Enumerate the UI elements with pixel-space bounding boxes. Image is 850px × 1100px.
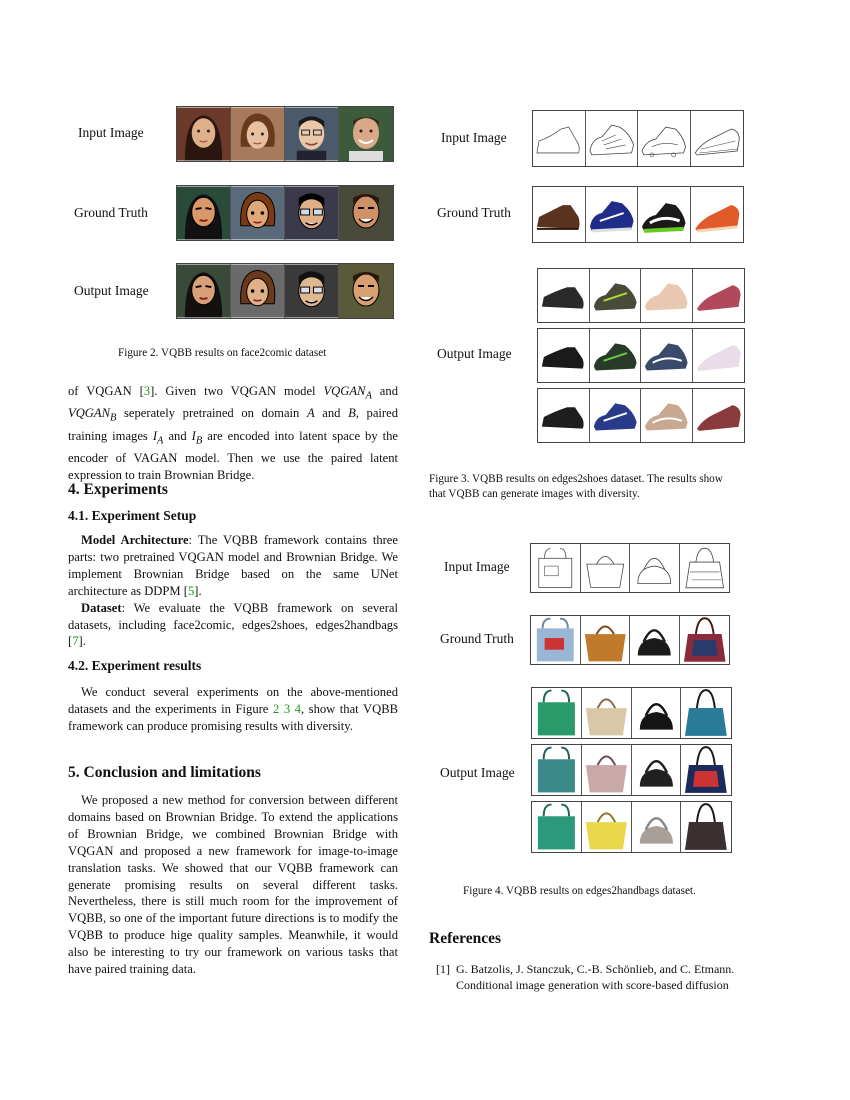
shoe-out-3-1 bbox=[538, 389, 590, 442]
fig2-output-strip bbox=[176, 263, 394, 319]
shoe-out-1-1 bbox=[538, 269, 590, 322]
fig4-output-strip-1 bbox=[531, 687, 732, 739]
ref-1-number: [1] bbox=[436, 962, 450, 976]
bag-truth-3 bbox=[630, 616, 680, 664]
fig2-caption: Figure 2. VQBB results on face2comic dataset bbox=[118, 347, 327, 359]
bag-out-2-2 bbox=[582, 745, 632, 795]
shoe-truth-1 bbox=[533, 187, 586, 242]
shoe-out-3-3 bbox=[641, 389, 693, 442]
bag-truth-2 bbox=[581, 616, 631, 664]
dataset-paragraph: Dataset: We evaluate the VQBB framework on several datasets, including face2comic, edges2shoes, edges2handbags [7]. bbox=[68, 600, 398, 649]
bag-edge-1 bbox=[531, 544, 581, 592]
fig4-label-input: Input Image bbox=[444, 559, 510, 574]
shoe-out-1-2 bbox=[590, 269, 642, 322]
shoe-edge-1 bbox=[533, 111, 586, 166]
bag-truth-4 bbox=[680, 616, 730, 664]
bag-truth-1 bbox=[531, 616, 581, 664]
fig3-input-strip bbox=[532, 110, 744, 167]
shoe-truth-4 bbox=[691, 187, 744, 242]
bag-out-2-4 bbox=[681, 745, 731, 795]
face-output-1 bbox=[177, 264, 231, 318]
fig3-caption-line-1: Figure 3. VQBB results on edges2shoes dataset. The results show bbox=[429, 473, 723, 485]
fig4-label-output: Output Image bbox=[440, 765, 515, 780]
subsection-4-1-heading: 4.1. Experiment Setup bbox=[68, 508, 197, 523]
bag-out-3-3 bbox=[632, 802, 682, 852]
bag-out-2-3 bbox=[632, 745, 682, 795]
bag-out-1-4 bbox=[681, 688, 731, 738]
shoe-out-1-4 bbox=[693, 269, 745, 322]
fig2-truth-strip bbox=[176, 185, 394, 241]
bag-out-1-3 bbox=[632, 688, 682, 738]
bag-out-3-2 bbox=[582, 802, 632, 852]
fig2-label-truth: Ground Truth bbox=[74, 205, 148, 220]
face-output-4 bbox=[339, 264, 393, 318]
section-5-heading: 5. Conclusion and limitations bbox=[68, 764, 261, 781]
cite-7[interactable]: 7 bbox=[72, 634, 79, 649]
bag-out-3-4 bbox=[681, 802, 731, 852]
fig3-output-strip-3 bbox=[537, 388, 745, 443]
fig3-label-input: Input Image bbox=[441, 130, 507, 145]
shoe-out-2-2 bbox=[590, 329, 642, 382]
shoe-edge-3 bbox=[638, 111, 691, 166]
bag-edge-2 bbox=[581, 544, 631, 592]
model-architecture-paragraph: Model Architecture: The VQBB framework contains three parts: two pretrained VQGAN model and Brownian Bridge. We implement Brownian Bridge based on the same UNet architecture as DDPM [5]. bbox=[68, 533, 398, 598]
conclusion-paragraph: We proposed a new method for conversion between different domains based on Brownian Bridge. To extend the applications of Brownian Bridge, we combined Brownian Bridge with VQGAN and proposed a new framework for image-to-image translation tasks. We showed that our VQBB framework can generate promising results on several different tasks. Nevertheless, there is still much room for the improvement of VQBB, so one of the important future directions is to modify the VQBB to produce hige quality samples. Meanwhile, it would also be interesting to try our framework on various tasks that have paired training data. bbox=[68, 793, 398, 977]
cite-5[interactable]: 5 bbox=[187, 583, 195, 598]
shoe-out-2-4 bbox=[693, 329, 745, 382]
bag-out-1-2 bbox=[582, 688, 632, 738]
bag-out-3-1 bbox=[532, 802, 582, 852]
setup-paragraphs bbox=[68, 532, 398, 650]
bag-out-2-1 bbox=[532, 745, 582, 795]
fig2-input-strip bbox=[176, 106, 394, 162]
fig4-truth-strip bbox=[530, 615, 730, 665]
cite-3[interactable]: 3 bbox=[143, 384, 151, 398]
references-heading: References bbox=[429, 930, 502, 947]
shoe-edge-2 bbox=[586, 111, 639, 166]
fig3-output-strip-2 bbox=[537, 328, 745, 383]
fig3-caption-line-2: that VQBB can generate images with diversity. bbox=[429, 488, 640, 500]
results-paragraph: We conduct several experiments on the above-mentioned datasets and the experiments in Figure 2 3 4, show that VQBB framework can produce promising results with diversity. bbox=[68, 685, 398, 733]
fig3-label-truth: Ground Truth bbox=[437, 205, 511, 220]
face-output-2 bbox=[231, 264, 285, 318]
shoe-out-2-3 bbox=[641, 329, 693, 382]
face-output-3 bbox=[285, 264, 339, 318]
face-comic-2 bbox=[231, 186, 285, 240]
shoe-out-1-3 bbox=[641, 269, 693, 322]
shoe-out-2-1 bbox=[538, 329, 590, 382]
section-4-heading: 4. Experiments bbox=[68, 481, 168, 498]
face-comic-3 bbox=[285, 186, 339, 240]
fig3-label-output: Output Image bbox=[437, 346, 512, 361]
bag-out-1-1 bbox=[532, 688, 582, 738]
ref-1-line-1: G. Batzolis, J. Stanczuk, C.-B. Schönlieb, and C. Etmann. bbox=[456, 962, 735, 976]
shoe-edge-4 bbox=[691, 111, 744, 166]
fig4-input-strip bbox=[530, 543, 730, 593]
intro-paragraph: of VQGAN [3]. Given two VQGAN model $VQGAN_A$ and $VQGAN_B$ seperately pretrained on domain A and B, paired training images $I_A$ and $I_B$ are encoded into latent space by the encoder of VAGAN model. Then we use the paired latent expression to train Brownian Bridge. bbox=[68, 384, 399, 483]
cite-fig-2[interactable]: 2 bbox=[272, 701, 280, 716]
bag-edge-3 bbox=[630, 544, 680, 592]
cite-fig-4[interactable]: 4 bbox=[294, 701, 301, 716]
ref-1-line-2: Conditional image generation with score-based diffusion bbox=[456, 978, 729, 992]
shoe-out-3-4 bbox=[693, 389, 745, 442]
fig2-label-input: Input Image bbox=[78, 125, 144, 140]
fig3-output-strip-1 bbox=[537, 268, 745, 323]
fig4-output-strip-2 bbox=[531, 744, 732, 796]
face-photo-3 bbox=[285, 107, 339, 161]
cite-fig-3[interactable]: 3 bbox=[283, 701, 291, 716]
face-comic-1 bbox=[177, 186, 231, 240]
subsection-4-2-heading: 4.2. Experiment results bbox=[68, 658, 202, 673]
face-photo-4 bbox=[339, 107, 393, 161]
fig4-caption: Figure 4. VQBB results on edges2handbags dataset. bbox=[463, 885, 696, 897]
shoe-out-3-2 bbox=[590, 389, 642, 442]
fig4-output-strip-3 bbox=[531, 801, 732, 853]
face-comic-4 bbox=[339, 186, 393, 240]
shoe-truth-3 bbox=[638, 187, 691, 242]
fig3-truth-strip bbox=[532, 186, 744, 243]
face-photo-2 bbox=[231, 107, 285, 161]
fig2-label-output: Output Image bbox=[74, 283, 149, 298]
face-photo-1 bbox=[177, 107, 231, 161]
fig4-label-truth: Ground Truth bbox=[440, 631, 514, 646]
bag-edge-4 bbox=[680, 544, 730, 592]
shoe-truth-2 bbox=[586, 187, 639, 242]
